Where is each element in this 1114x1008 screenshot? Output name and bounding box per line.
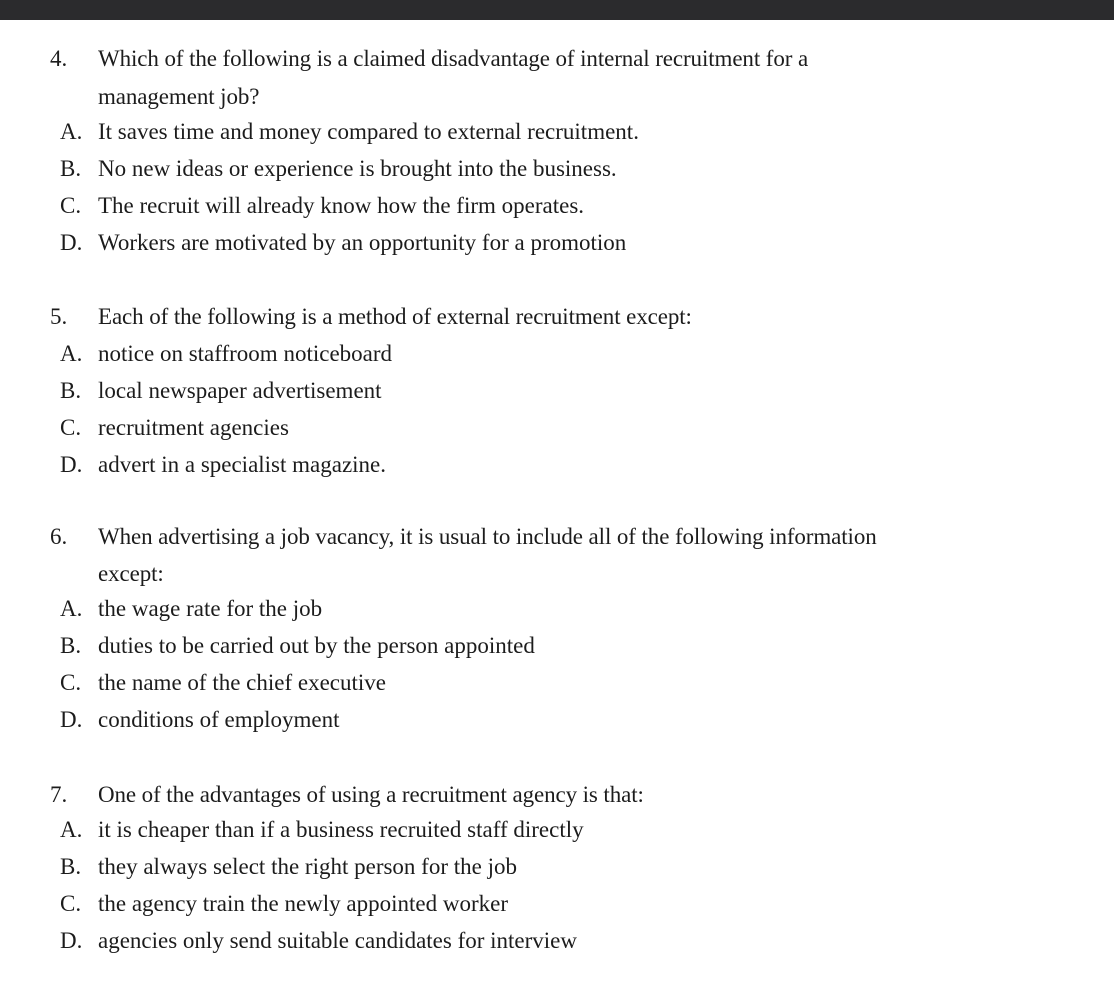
question-text-line-2: except: (98, 561, 164, 586)
question-number: 6. (50, 524, 68, 549)
option-text: recruitment agencies (98, 415, 289, 440)
option-letter: D. (60, 230, 83, 255)
question-text-line-1: When advertising a job vacancy, it is usual to include all of the following information (98, 524, 877, 549)
option-text: they always select the right person for the job (98, 854, 517, 879)
option-d[interactable] (60, 229, 626, 257)
option-letter: A. (60, 817, 83, 842)
option-a[interactable] (60, 816, 584, 844)
option-b[interactable] (60, 155, 617, 183)
option-text: notice on staffroom noticeboard (98, 341, 393, 366)
option-text: the wage rate for the job (98, 596, 323, 621)
option-text: No new ideas or experience is brought into the business. (98, 156, 617, 181)
option-a[interactable] (60, 595, 322, 623)
top-dark-bar (0, 0, 1114, 20)
option-letter: B. (60, 156, 82, 181)
option-text: local newspaper advertisement (98, 378, 382, 403)
option-letter: C. (60, 415, 82, 440)
option-d[interactable] (60, 451, 386, 479)
option-c[interactable] (60, 192, 584, 220)
option-letter: D. (60, 707, 83, 732)
option-letter: B. (60, 854, 82, 879)
question-text-line-1: One of the advantages of using a recruitment agency is that: (98, 782, 644, 807)
option-letter: C. (60, 670, 82, 695)
option-text: advert in a specialist magazine. (98, 452, 387, 477)
question-text-line-2: management job? (98, 84, 260, 109)
option-text: duties to be carried out by the person appointed (98, 633, 535, 658)
option-b[interactable] (60, 377, 382, 405)
option-c[interactable] (60, 669, 386, 697)
option-letter: D. (60, 928, 83, 953)
option-a[interactable] (60, 118, 639, 146)
option-letter: A. (60, 341, 83, 366)
question-number: 4. (50, 46, 68, 71)
option-text: the name of the chief executive (98, 670, 386, 695)
option-text: agencies only send suitable candidates for interview (98, 928, 578, 953)
option-letter: C. (60, 891, 82, 916)
question-text-line-1: Each of the following is a method of external recruitment except: (98, 304, 692, 329)
option-c[interactable] (60, 890, 508, 918)
option-letter: B. (60, 378, 82, 403)
option-b[interactable] (60, 853, 517, 881)
option-text: Workers are motivated by an opportunity for a promotion (98, 230, 627, 255)
option-text: conditions of employment (98, 707, 340, 732)
option-text: It saves time and money compared to external recruitment. (98, 119, 639, 144)
option-c[interactable] (60, 414, 289, 442)
option-d[interactable] (60, 927, 577, 955)
option-a[interactable] (60, 340, 392, 368)
option-text: The recruit will already know how the firm operates. (98, 193, 585, 218)
option-letter: C. (60, 193, 82, 218)
option-b[interactable] (60, 632, 535, 660)
option-letter: A. (60, 596, 83, 621)
option-letter: A. (60, 119, 83, 144)
option-letter: B. (60, 633, 82, 658)
question-text-line-1: Which of the following is a claimed disadvantage of internal recruitment for a (98, 46, 809, 71)
option-text: it is cheaper than if a business recruited staff directly (98, 817, 584, 842)
option-d[interactable] (60, 706, 339, 734)
question-number: 5. (50, 304, 68, 329)
option-letter: D. (60, 452, 83, 477)
option-text: the agency train the newly appointed worker (98, 891, 509, 916)
question-number: 7. (50, 782, 68, 807)
